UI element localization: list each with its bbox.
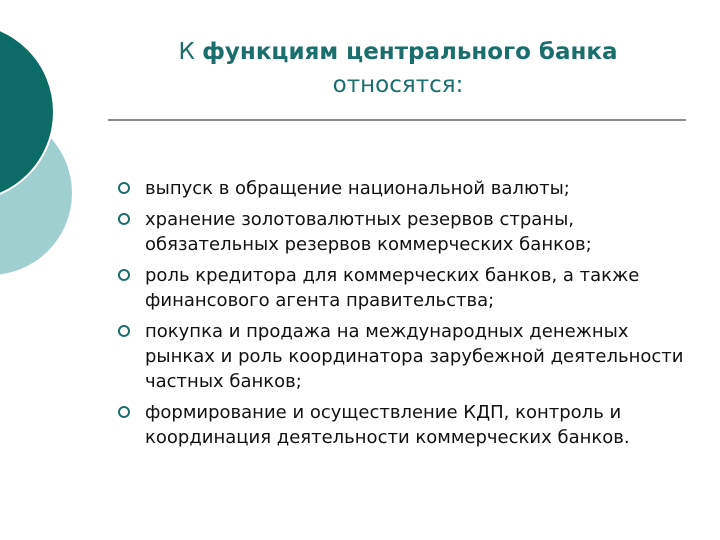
bullet-item (116, 400, 696, 450)
title-line-1 (108, 36, 688, 69)
bullet-text: роль кредитора для коммерческих банков, а также финансового агента правительства; (145, 265, 640, 311)
circle-bullet-icon (118, 325, 130, 337)
circle-bullet-icon (118, 182, 130, 194)
slide-title (108, 36, 688, 103)
circle-bullet-icon (118, 213, 130, 225)
bullet-list (116, 176, 696, 456)
bullet-text: выпуск в обращение национальной валюты; (145, 178, 570, 199)
bullet-item (116, 176, 696, 201)
bullet-item (116, 263, 696, 313)
title-prefix: К (178, 39, 203, 65)
decorative-circles (0, 0, 120, 300)
circle-bullet-icon (118, 269, 130, 281)
title-bold-text: функциям центрального банка (202, 39, 618, 65)
title-line-2: относятся: (332, 72, 464, 99)
bullet-text: хранение золотовалютных резервов страны, обязательных резервов коммерческих банков; (145, 209, 592, 255)
bullet-item (116, 207, 696, 257)
bullet-text: формирование и осуществление КДП, контроль и координация деятельности коммерческих банков. (145, 402, 630, 448)
circle-bullet-icon (118, 406, 130, 418)
bullet-item (116, 319, 696, 394)
title-divider (108, 119, 686, 121)
bullet-text: покупка и продажа на международных денежных рынках и роль координатора зарубежной деятельности частных банков; (145, 321, 684, 392)
